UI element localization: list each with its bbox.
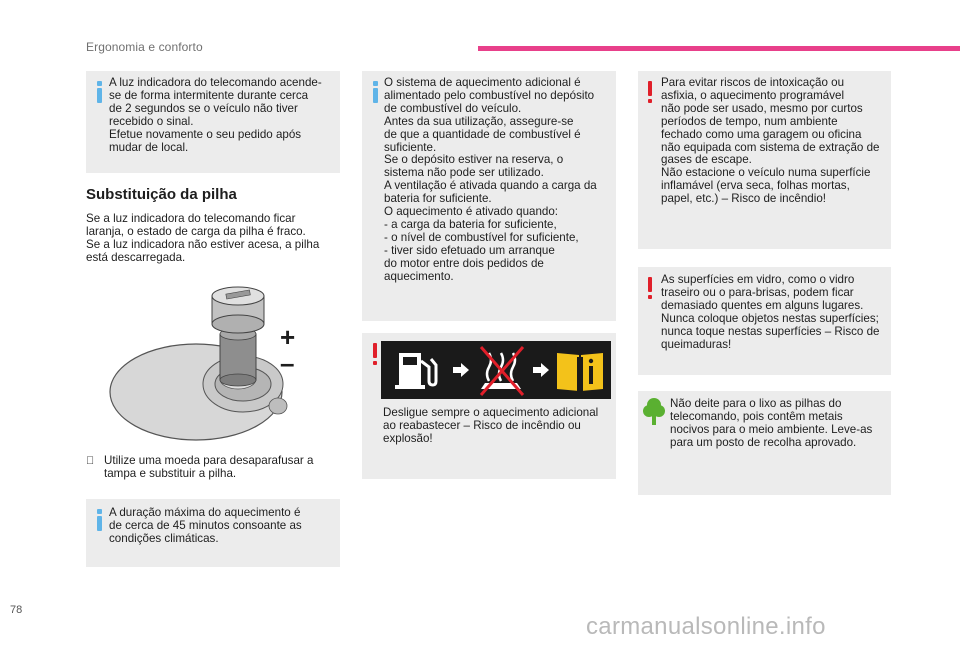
warning-icon [645, 277, 655, 299]
manual-book-icon [557, 353, 603, 391]
tree-icon [643, 397, 665, 425]
info-icon [95, 81, 105, 103]
battery-body-text: Se a luz indicadora do telecomando ficar laranja, o estado de carga da pilha é fraco. Se a luz indicadora não estiver acesa, a pilha está descarregada. [86, 212, 320, 264]
info-box-heating-duration [86, 499, 340, 567]
pictogram-strip [381, 341, 611, 399]
remote-battery-illustration [108, 284, 308, 454]
info-text: O sistema de aquecimento adicional é alimentado pelo combustível no depósito de combustível do veículo. Antes da sua utilização, assegure-se de que a quantidade de combustível é suficiente. Se o depósito estiver na reserva, o sistema não pode ser utilizado. A ventilação é ativada quando a carga da bateria for suficiente. O aquecimento é ativado quando: - a carga da bateria for suficiente, - o nível de combustível for suficiente, - tiver sido efetuado um arranque do motor entre dois pedidos de aquecimento. [384, 76, 597, 283]
arrow-icon [533, 363, 549, 377]
warning-box-hot-glass [638, 267, 891, 375]
info-box-fuel-heating [362, 71, 616, 321]
warning-icon [370, 343, 380, 365]
coin-instruction [86, 455, 336, 494]
arrow-bullet-icon [86, 455, 94, 468]
header-accent-bar [478, 46, 960, 51]
watermark: carmanualsonline.info [586, 613, 826, 640]
info-icon [95, 509, 105, 531]
warning-text: As superfícies em vidro, como o vidro traseiro ou o para-brisas, podem ficar demasiado quentes em alguns lugares. Nunca coloque objetos nestas superfícies; nunca toque nestas superfícies – Risco de queimaduras! [661, 273, 880, 351]
environment-box-batteries [638, 391, 891, 495]
heater-off-icon [481, 347, 523, 395]
environment-text: Não deite para o lixo as pilhas do telecomando, pois contêm metais nocivos para o meio ambiente. Leve-as para um posto de recolha aprovado. [670, 397, 873, 449]
fuel-pump-icon [395, 353, 436, 389]
plus-symbol: + [280, 322, 296, 352]
warning-box-intoxication [638, 71, 891, 249]
section-title-battery: Substituição da pilha [86, 186, 237, 203]
warning-icon [645, 81, 655, 103]
section-header-title: Ergonomia e conforto [86, 40, 203, 54]
minus-symbol: – [280, 348, 295, 378]
page-number: 78 [10, 604, 23, 616]
info-icon [371, 81, 381, 103]
warning-text: Para evitar riscos de intoxicação ou asfixia, o aquecimento programável não pode ser usado, mesmo por curtos períodos de tempo, num ambiente fechado como uma garagem ou oficina não equipada com sistema de extração de gases de escape. Não estacione o veículo numa superfície inflamável (erva seca, folhas mortas, papel, etc.) – Risco de incêndio! [661, 76, 880, 206]
coin-instruction-text: Utilize uma moeda para desaparafusar a tampa e substituir a pilha. [104, 454, 314, 480]
info-text: A luz indicadora do telecomando acende- se de forma intermitente durante cerca de 2 segundos se o veículo não tiver recebido o sinal. Efetue novamente o seu pedido após mudar de local. [109, 76, 322, 154]
info-text: A duração máxima do aquecimento é de cerca de 45 minutos consoante as condições climáticas. [109, 506, 302, 545]
arrow-icon [453, 363, 469, 377]
info-box-remote-light [86, 71, 340, 173]
warning-text: Desligue sempre o aquecimento adicional ao reabastecer – Risco de incêndio ou explosão! [383, 406, 599, 445]
